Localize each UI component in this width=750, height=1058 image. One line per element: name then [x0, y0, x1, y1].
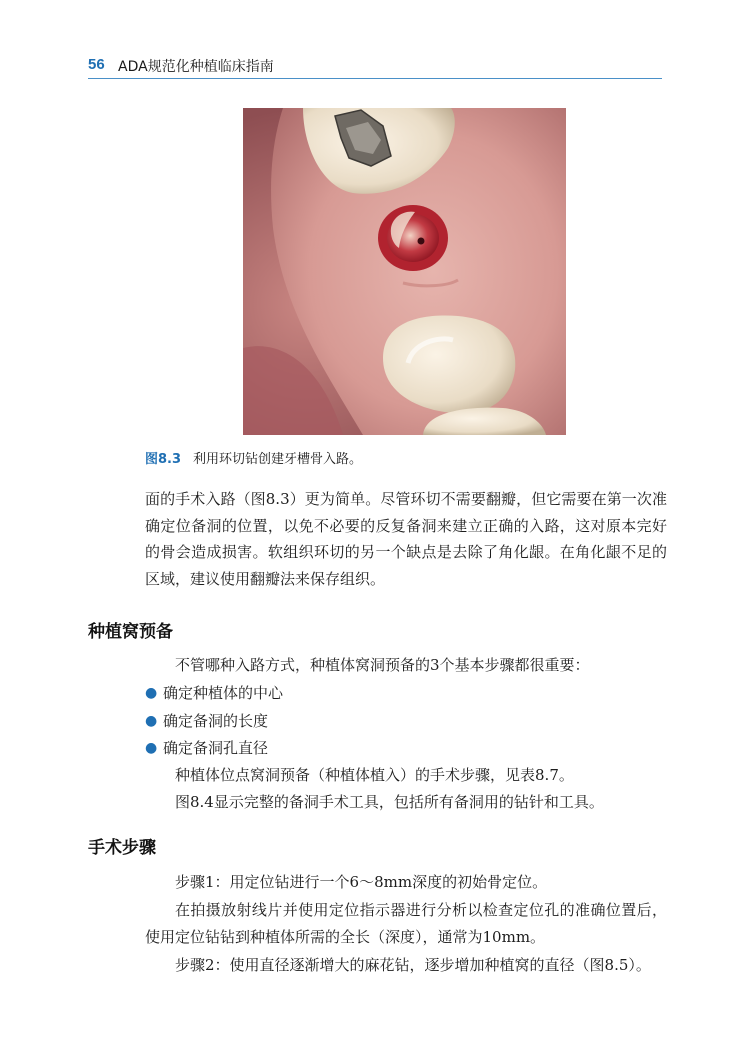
- bullet-item: [145, 680, 283, 708]
- figure-caption-text: 利用环切钻创建牙槽骨入路。: [193, 452, 363, 467]
- bullet-text: 确定备洞孔直径: [163, 739, 269, 757]
- step2-paragraph: 步骤2：使用直径逐渐增大的麻花钻，逐步增加种植窝的直径（图8.5）。: [175, 956, 651, 974]
- pilot-hole: [418, 238, 425, 245]
- step1-paragraph: 步骤1：用定位钻进行一个6～8mm深度的初始骨定位。: [175, 873, 548, 891]
- section-heading-implant-bed: 种植窝预备: [88, 622, 173, 642]
- steps-bullet-list: [145, 680, 283, 763]
- figure-caption: [145, 448, 362, 467]
- section-heading-surgical-steps: 手术步骤: [88, 838, 156, 858]
- figure-label: 图8.3: [145, 452, 182, 467]
- bullet-text: 确定备洞的长度: [163, 711, 269, 730]
- bullet-icon: ●: [145, 740, 158, 756]
- bullet-item: [145, 735, 283, 763]
- step1-detail-paragraph: 在拍摄放射线片并使用定位指示器进行分析以检查定位孔的准确位置后，使用定位钻钻到种植体所需的全长（深度），通常为10mm。: [145, 901, 667, 946]
- book-title: ADA规范化种植临床指南: [118, 59, 274, 75]
- running-header: [88, 52, 662, 79]
- section1-lead: 不管哪种入路方式，种植体窝洞预备的3个基本步骤都很重要：: [175, 656, 590, 674]
- intro-paragraph: 面的手术入路（图8.3）更为简单。尽管环切不需要翻瓣，但它需要在第一次准确定位备洞的位置，以免不必要的反复备洞来建立正确的入路，这对原本完好的骨会造成损害。软组织环切的另一个缺点是去除了角化龈。在角化龈不足的区域，建议使用翻瓣法来保存组织。: [145, 490, 667, 588]
- bullet-item: [145, 708, 283, 736]
- clinical-photo-drawing: [243, 108, 566, 435]
- bullet-icon: ●: [145, 685, 158, 701]
- section1-para-table-ref: 种植体位点窝洞预备（种植体植入）的手术步骤，见表8.7。: [175, 766, 574, 784]
- bullet-text: 确定种植体的中心: [163, 684, 284, 702]
- bullet-icon: ●: [145, 712, 158, 729]
- section1-para-figure-ref: 图8.4显示完整的备洞手术工具，包括所有备洞用的钻针和工具。: [175, 793, 604, 811]
- page-number: 56: [88, 56, 105, 73]
- clinical-photo: [243, 108, 566, 435]
